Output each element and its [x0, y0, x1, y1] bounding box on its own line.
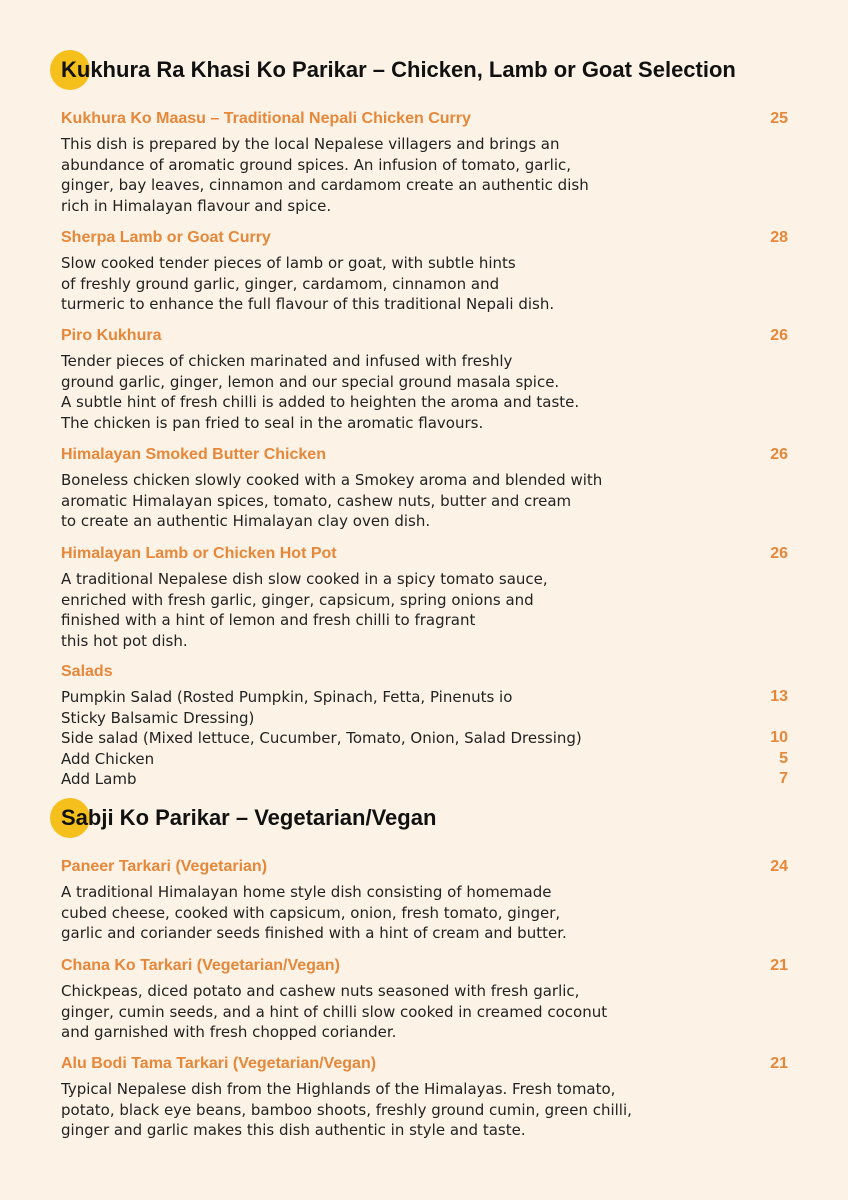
description-line: ginger, cumin seeds, and a hint of chilli slow cooked in creamed coconut: [61, 1002, 608, 1021]
description-line: and garnished with fresh chopped coriander.: [61, 1023, 397, 1041]
description-line: This dish is prepared by the local Nepalese villagers and brings an: [61, 135, 560, 153]
dish-description: [61, 882, 788, 944]
dish-description: [61, 134, 788, 216]
salad-name-line: Sticky Balsamic Dressing): [61, 708, 255, 727]
description-line: of freshly ground garlic, ginger, cardamom, cinnamon and: [61, 274, 500, 293]
menu-item: [61, 858, 788, 944]
description-line: finished with a hint of lemon and fresh chilli to fragrant: [61, 611, 476, 629]
dish-price: 24: [770, 858, 788, 875]
dish-description: [61, 351, 788, 433]
dish-name: Piro Kukhura: [61, 327, 162, 344]
description-line: turmeric to enhance the full flavour of this traditional Nepali dish.: [61, 295, 555, 313]
description-line: this hot pot dish.: [61, 631, 188, 650]
description-line: cubed cheese, cooked with capsicum, onion, fresh tomato, ginger,: [61, 903, 561, 922]
description-line: Boneless chicken slowly cooked with a Smokey aroma and blended with: [61, 471, 603, 489]
menu-item: [61, 1055, 788, 1141]
salad-item: [61, 769, 788, 790]
dish-name: Himalayan Lamb or Chicken Hot Pot: [61, 545, 337, 562]
section-header-meat: [50, 50, 736, 90]
description-line: ginger and garlic makes this dish authentic in style and taste.: [61, 1121, 526, 1139]
section-title: Kukhura Ra Khasi Ko Parikar – Chicken, Lamb or Goat Selection: [61, 57, 736, 82]
salad-name-line: Add Lamb: [61, 770, 137, 788]
description-line: aromatic Himalayan spices, tomato, cashew nuts, butter and cream: [61, 491, 572, 510]
dish-description: [61, 1079, 788, 1141]
salads-block: [61, 663, 788, 790]
menu-item: [61, 545, 788, 651]
menu-item: [61, 957, 788, 1043]
dish-price: 28: [770, 229, 788, 246]
dish-description: [61, 981, 788, 1043]
salad-price: 5: [779, 749, 788, 767]
description-line: potato, black eye beans, bamboo shoots, freshly ground cumin, green chilli,: [61, 1100, 632, 1119]
salad-name-line: Add Chicken: [61, 749, 155, 768]
dish-price: 25: [770, 110, 788, 127]
dish-price: 26: [770, 446, 788, 463]
menu-item: [61, 327, 788, 433]
description-line: ground garlic, ginger, lemon and our special ground masala spice.: [61, 372, 560, 391]
dish-price: 21: [770, 957, 788, 974]
description-line: A subtle hint of fresh chilli is added to heighten the aroma and taste.: [61, 393, 580, 411]
description-line: enriched with fresh garlic, ginger, capsicum, spring onions and: [61, 590, 534, 609]
menu-item: [61, 229, 788, 315]
salad-price: 13: [770, 688, 788, 705]
description-line: abundance of aromatic ground spices. An infusion of tomato, garlic,: [61, 155, 572, 174]
description-line: rich in Himalayan flavour and spice.: [61, 196, 332, 215]
section-title: Sabji Ko Parikar – Vegetarian/Vegan: [61, 805, 437, 830]
dish-name: Chana Ko Tarkari (Vegetarian/Vegan): [61, 957, 340, 974]
salad-item: [61, 687, 788, 728]
dish-name: Sherpa Lamb or Goat Curry: [61, 229, 271, 246]
dish-description: [61, 569, 788, 651]
description-line: Typical Nepalese dish from the Highlands of the Himalayas. Fresh tomato,: [61, 1080, 616, 1098]
salads-list: [61, 687, 788, 790]
dish-price: 21: [770, 1055, 788, 1072]
dish-name: Alu Bodi Tama Tarkari (Vegetarian/Vegan): [61, 1055, 377, 1072]
description-line: garlic and coriander seeds finished with a hint of cream and butter.: [61, 924, 567, 942]
salad-name-line: Pumpkin Salad (Rosted Pumpkin, Spinach, Fetta, Pinenuts io: [61, 688, 513, 706]
salad-name-line: Side salad (Mixed lettuce, Cucumber, Tomato, Onion, Salad Dressing): [61, 729, 582, 747]
description-line: The chicken is pan fried to seal in the aromatic flavours.: [61, 413, 484, 432]
section-header-vegetarian: [50, 798, 436, 838]
description-line: Slow cooked tender pieces of lamb or goat, with subtle hints: [61, 254, 516, 272]
description-line: A traditional Nepalese dish slow cooked in a spicy tomato sauce,: [61, 570, 548, 588]
salad-item: [61, 728, 788, 749]
description-line: Tender pieces of chicken marinated and infused with freshly: [61, 352, 513, 370]
menu-item: [61, 446, 788, 532]
dish-description: [61, 470, 788, 532]
dish-name: Kukhura Ko Maasu – Traditional Nepali Chicken Curry: [61, 110, 471, 127]
description-line: A traditional Himalayan home style dish consisting of homemade: [61, 883, 552, 901]
description-line: Chickpeas, diced potato and cashew nuts seasoned with fresh garlic,: [61, 982, 580, 1000]
salad-price: 7: [779, 770, 788, 787]
description-line: ginger, bay leaves, cinnamon and cardamom create an authentic dish: [61, 176, 589, 194]
description-line: to create an authentic Himalayan clay oven dish.: [61, 512, 431, 530]
dish-description: [61, 253, 788, 315]
menu-item: [61, 110, 788, 216]
dish-price: 26: [770, 545, 788, 562]
dish-name: Paneer Tarkari (Vegetarian): [61, 858, 268, 875]
dish-name: Himalayan Smoked Butter Chicken: [61, 446, 326, 463]
salad-item: [61, 749, 788, 770]
dish-price: 26: [770, 327, 788, 344]
salad-price: 10: [770, 729, 788, 746]
salads-title: Salads: [61, 663, 113, 680]
